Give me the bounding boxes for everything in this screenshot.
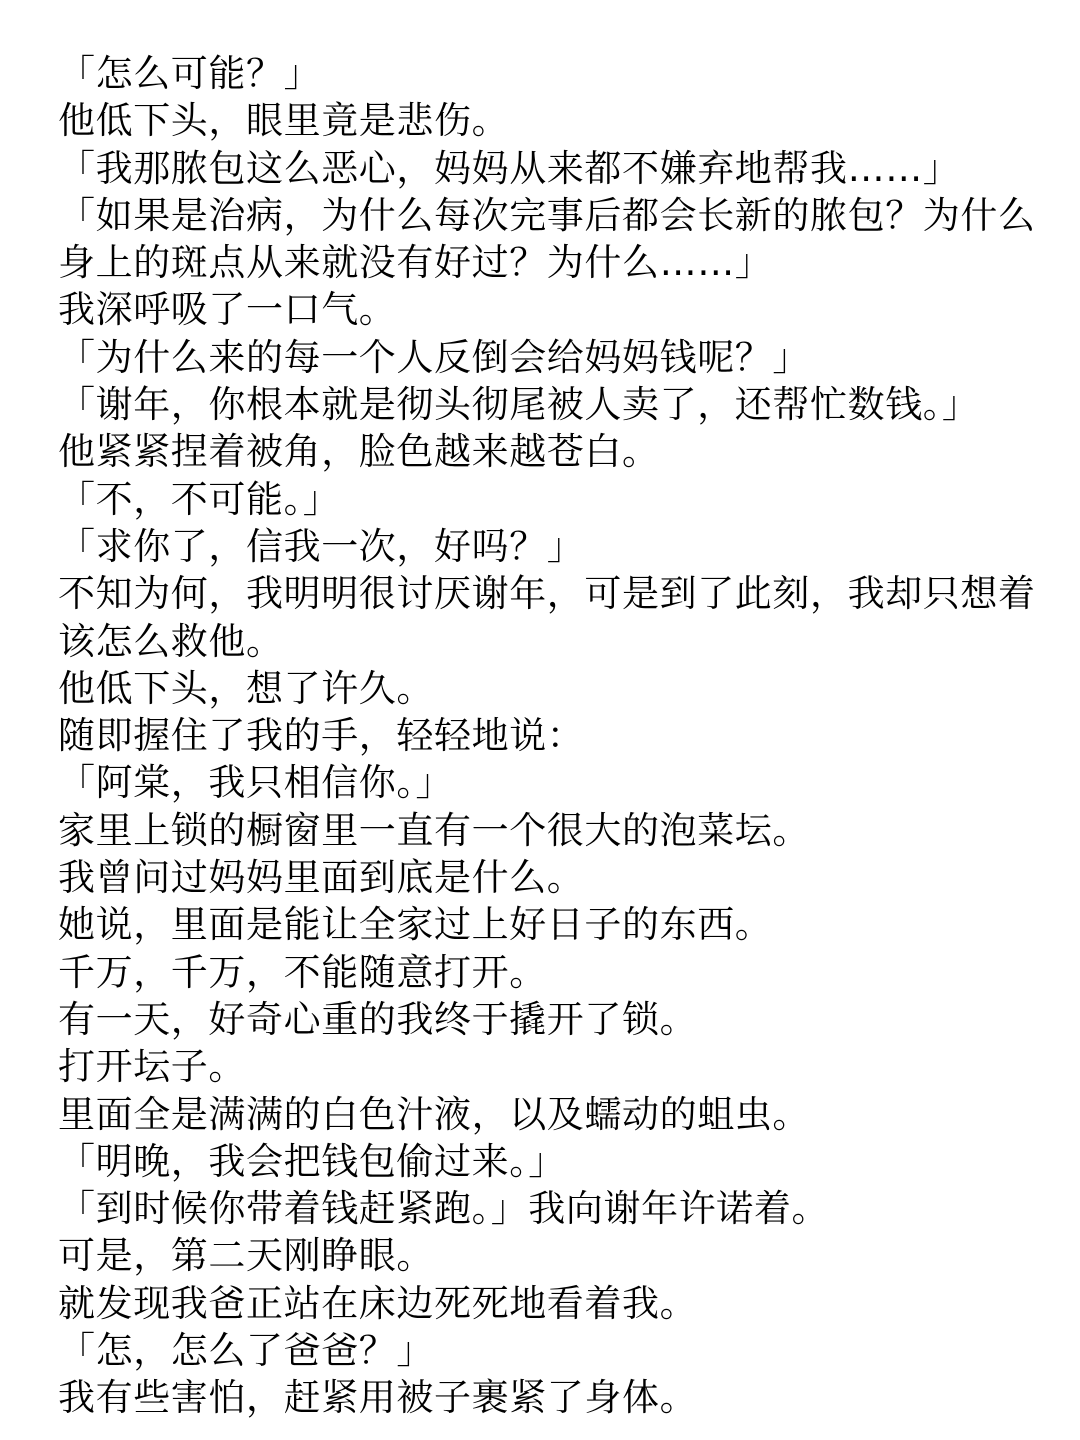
text-line: 「谢年，你根本就是彻头彻尾被人卖了，还帮忙数钱。」 — [58, 383, 980, 427]
text-line: 「阿棠，我只相信你。」 — [58, 761, 454, 805]
text-line: 千万，千万，不能随意打开。 — [58, 950, 547, 994]
text-line: 家里上锁的橱窗里一直有一个很大的泡菜坛。 — [58, 808, 810, 852]
text-line: 「到时候你带着钱赶紧跑。」我向谢年许诺着。 — [58, 1187, 830, 1231]
text-line: 他低下头，想了许久。 — [58, 666, 434, 710]
text-line: 「不，不可能。」 — [58, 477, 341, 521]
text-line: 「如果是治病，为什么每次完事后都会长新的脓包？为什么 — [58, 193, 1036, 237]
text-line: 可是，第二天刚睁眼。 — [58, 1234, 434, 1278]
text-line: 他紧紧捏着被角，脸色越来越苍白。 — [58, 430, 660, 474]
text-line: 「怎，怎么了爸爸？」 — [58, 1329, 434, 1373]
text-line: 打开坛子。 — [58, 1045, 246, 1089]
text-line: 「求你了，信我一次，好吗？」 — [58, 524, 585, 568]
text-line: 不知为何，我明明很讨厌谢年，可是到了此刻，我却只想着 — [58, 572, 1036, 616]
text-line: 随即握住了我的手，轻轻地说： — [58, 714, 585, 758]
text-line: 我有些害怕，赶紧用被子裹紧了身体。 — [58, 1376, 698, 1420]
text-line: 「我那脓包这么恶心，妈妈从来都不嫌弃地帮我……」 — [58, 146, 961, 190]
text-line: 我深呼吸了一口气。 — [58, 288, 397, 332]
text-line: 有一天，好奇心重的我终于撬开了锁。 — [58, 997, 698, 1041]
text-line: 她说，里面是能让全家过上好日子的东西。 — [58, 903, 773, 947]
text-line: 里面全是满满的白色汁液，以及蠕动的蛆虫。 — [58, 1092, 810, 1136]
document-body — [58, 50, 1048, 1422]
text-line: 「明晚，我会把钱包偷过来。」 — [58, 1139, 566, 1183]
text-line: 「怎么可能？」 — [58, 52, 322, 95]
text-line: 身上的斑点从来就没有好过？为什么……」 — [58, 241, 773, 285]
text-line: 该怎么救他。 — [58, 619, 284, 663]
text-line: 就发现我爸正站在床边死死地看着我。 — [58, 1281, 698, 1325]
text-line: 「为什么来的每一个人反倒会给妈妈钱呢？」 — [58, 335, 810, 379]
text-line: 我曾问过妈妈里面到底是什么。 — [58, 856, 585, 900]
text-line: 他低下头，眼里竟是悲伤。 — [58, 99, 510, 143]
